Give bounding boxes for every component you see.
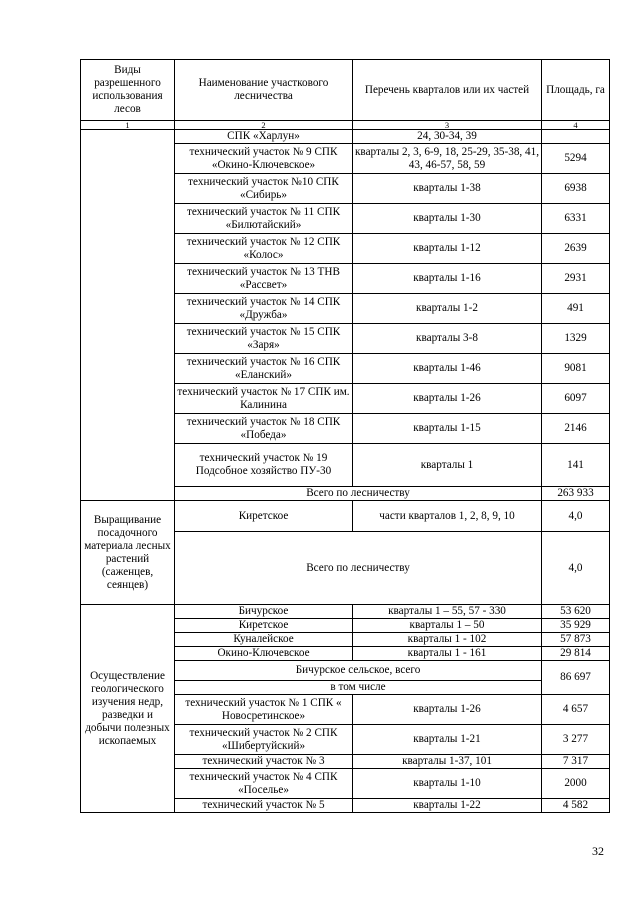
area-value: 2639 (542, 234, 610, 264)
forestry-name: технический участок № 2 СПК «Шибертуйский» (175, 725, 353, 755)
total-label: Всего по лесничеству (175, 487, 542, 501)
use-type-cell: Осуществление геологического изучения недр, разведки и добычи полезных ископаемых (81, 605, 175, 813)
table-row (81, 605, 610, 619)
area-value: 6097 (542, 384, 610, 414)
table-row (81, 130, 610, 144)
area-value: 4 582 (542, 799, 610, 813)
forestry-name: технический участок № 17 СПК им. Калинина (175, 384, 353, 414)
quarters-list: 24, 30-34, 39 (353, 130, 542, 144)
area-value: 35 929 (542, 619, 610, 633)
area-value: 2931 (542, 264, 610, 294)
quarters-list: кварталы 1-10 (353, 769, 542, 799)
quarters-list: кварталы 1-26 (353, 384, 542, 414)
header-area: Площадь, га (542, 60, 610, 121)
quarters-list: кварталы 1 – 55, 57 - 330 (353, 605, 542, 619)
area-value: 7 317 (542, 755, 610, 769)
area-value: 53 620 (542, 605, 610, 619)
forestry-name: технический участок № 5 (175, 799, 353, 813)
forestry-name: технический участок № 18 СПК «Победа» (175, 414, 353, 444)
total-label: Всего по лесничеству (175, 532, 542, 605)
quarters-list: кварталы 1-38 (353, 174, 542, 204)
forestry-name: технический участок № 15 СПК «Заря» (175, 324, 353, 354)
forestry-name: Бичурское (175, 605, 353, 619)
area-value: 4 657 (542, 695, 610, 725)
column-number-row (81, 121, 610, 130)
area-value (542, 130, 610, 144)
quarters-list: кварталы 1-30 (353, 204, 542, 234)
area-value: 5294 (542, 144, 610, 174)
forestry-name: технический участок № 11 СПК «Билютайский» (175, 204, 353, 234)
forestry-name: Окино-Ключевское (175, 647, 353, 661)
header-row (81, 60, 610, 121)
forestry-name: Куналейское (175, 633, 353, 647)
quarters-list: кварталы 1 (353, 444, 542, 487)
area-value: 4,0 (542, 501, 610, 532)
area-value: 491 (542, 294, 610, 324)
forestry-name: технический участок №10 СПК «Сибирь» (175, 174, 353, 204)
quarters-list: кварталы 1-46 (353, 354, 542, 384)
col-number: 1 (81, 121, 175, 130)
area-value: 57 873 (542, 633, 610, 647)
area-value: 3 277 (542, 725, 610, 755)
quarters-list: кварталы 1-12 (353, 234, 542, 264)
forestry-name: технический участок № 13 ТНВ «Рассвет» (175, 264, 353, 294)
area-value: 141 (542, 444, 610, 487)
quarters-list: части кварталов 1, 2, 8, 9, 10 (353, 501, 542, 532)
forestry-name: СПК «Харлун» (175, 130, 353, 144)
quarters-list: кварталы 2, 3, 6-9, 18, 25-29, 35-38, 41, 43, 46-57, 58, 59 (353, 144, 542, 174)
quarters-list: кварталы 1-21 (353, 725, 542, 755)
quarters-list: кварталы 1-2 (353, 294, 542, 324)
forestry-name: технический участок № 16 СПК «Еланский» (175, 354, 353, 384)
forestry-name: технический участок № 12 СПК «Колос» (175, 234, 353, 264)
forestry-name: технический участок № 19 Подсобное хозяйство ПУ-30 (175, 444, 353, 487)
total-area: 4,0 (542, 532, 610, 605)
area-value: 29 814 (542, 647, 610, 661)
area-value: 9081 (542, 354, 610, 384)
quarters-list: кварталы 1-22 (353, 799, 542, 813)
area-value: 6938 (542, 174, 610, 204)
quarters-list: кварталы 3-8 (353, 324, 542, 354)
use-type-cell (81, 130, 175, 501)
including-label: в том числе (175, 681, 542, 695)
forestry-name: технический участок № 4 СПК «Поселье» (175, 769, 353, 799)
area-value: 1329 (542, 324, 610, 354)
forestry-name: технический участок № 9 СПК «Окино-Ключевское» (175, 144, 353, 174)
quarters-list: кварталы 1 - 102 (353, 633, 542, 647)
quarters-list: кварталы 1-26 (353, 695, 542, 725)
header-use-type: Виды разрешенного использования лесов (81, 60, 175, 121)
header-forestry-name: Наименование участкового лесничества (175, 60, 353, 121)
area-value: 6331 (542, 204, 610, 234)
quarters-list: кварталы 1-16 (353, 264, 542, 294)
col-number: 4 (542, 121, 610, 130)
area-value: 2000 (542, 769, 610, 799)
quarters-list: кварталы 1-37, 101 (353, 755, 542, 769)
header-quarters: Перечень кварталов или их частей (353, 60, 542, 121)
subtotal-label: Бичурское сельское, всего (175, 661, 542, 681)
table-row (81, 501, 610, 532)
forestry-name: Киретское (175, 501, 353, 532)
forestry-name: технический участок № 14 СПК «Дружба» (175, 294, 353, 324)
forestry-name: Киретское (175, 619, 353, 633)
forest-use-table (80, 59, 610, 813)
use-type-cell: Выращивание посадочного материала лесных растений (саженцев, сеянцев) (81, 501, 175, 605)
forestry-name: технический участок № 1 СПК « Новосретинское» (175, 695, 353, 725)
total-area: 263 933 (542, 487, 610, 501)
quarters-list: кварталы 1-15 (353, 414, 542, 444)
col-number: 2 (175, 121, 353, 130)
area-value: 2146 (542, 414, 610, 444)
quarters-list: кварталы 1 – 50 (353, 619, 542, 633)
page-number: 32 (592, 844, 604, 858)
subtotal-area: 86 697 (542, 661, 610, 695)
col-number: 3 (353, 121, 542, 130)
quarters-list: кварталы 1 - 161 (353, 647, 542, 661)
forestry-name: технический участок № 3 (175, 755, 353, 769)
